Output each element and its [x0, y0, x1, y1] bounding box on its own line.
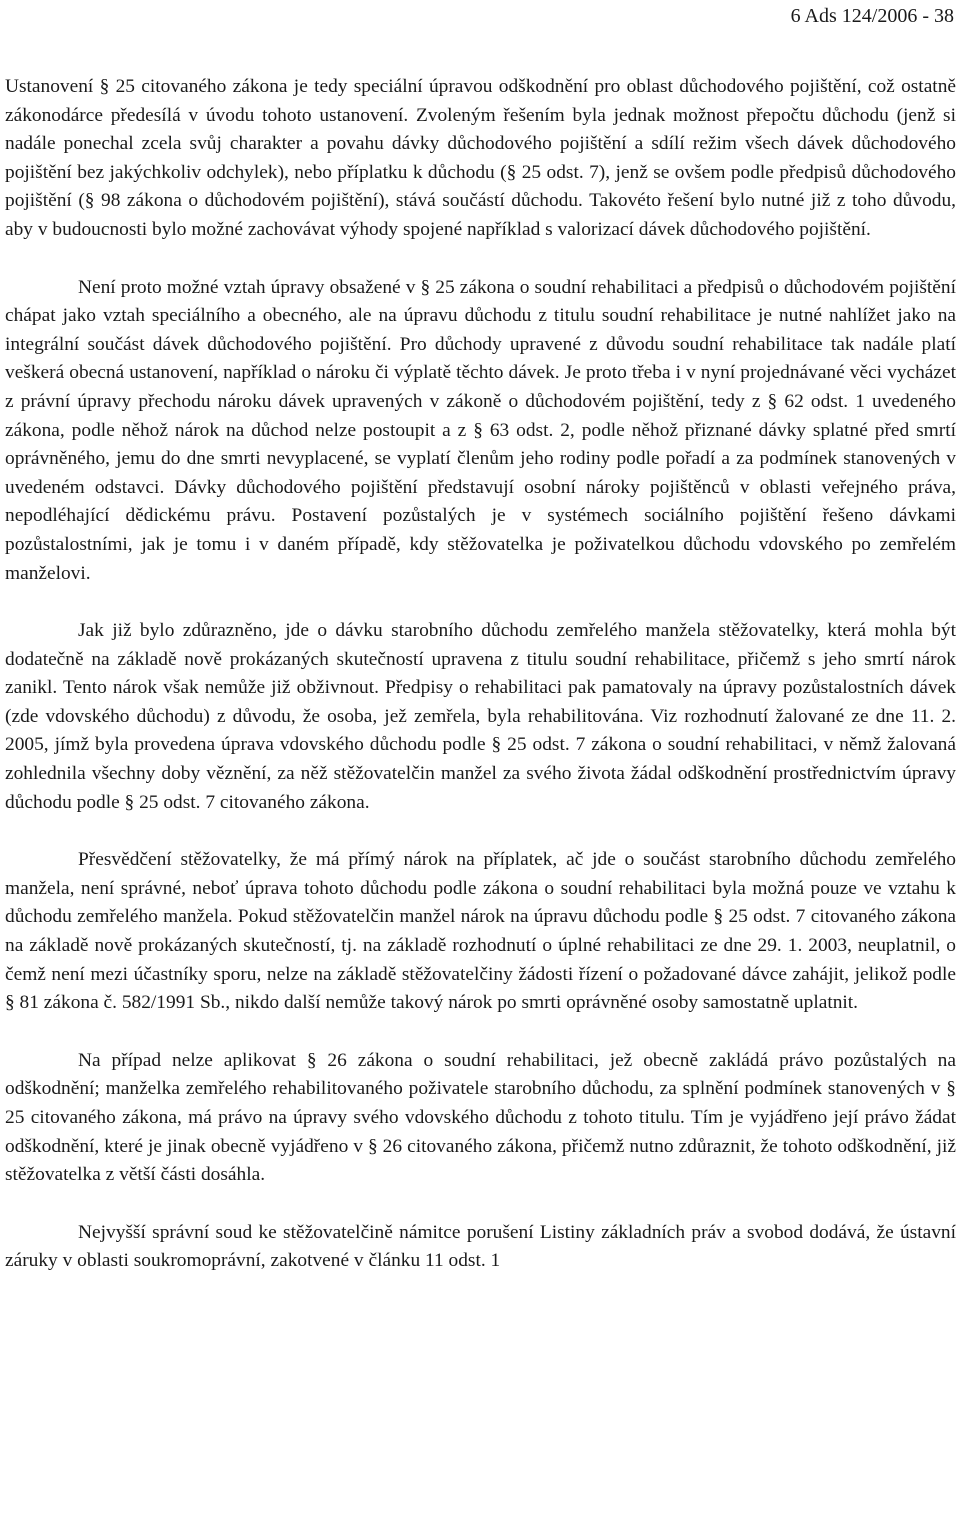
paragraph: Nejvyšší správní soud ke stěžovatelčině námitce porušení Listiny základních práv a svobod dodává, že ústavní záruky v oblasti soukromoprávní, zakotvené v článku 11 odst. 1 [5, 1221, 956, 1272]
paragraph: Přesvědčení stěžovatelky, že má přímý nárok na příplatek, ač jde o součást starobního důchodu zemřelého manžela, není správné, neboť úprava tohoto důchodu podle zákona o soudní rehabilitaci byla možná pouze ve vztahu k důchodu zemřelého manžela. Pokud stěžovatelčin manžel nárok na úpravu důchodu podle § 25 odst. 7 citovaného zákona na základě nově prokázaných skutečností, tj. na základě rozhodnutí o úplné rehabilitaci ze dne 29. 1. 2003, neuplatnil, o čemž není mezi účastníky sporu, nelze na základě stěžovatelčiny žádosti řízení o požadované dávce zahájit, jelikož podle § 81 zákona č. 582/1991 Sb., nikdo další nemůže takový nárok po smrti oprávněné osoby samostatně uplatnit. [5, 849, 956, 1014]
paragraph: Jak již bylo zdůrazněno, jde o dávku starobního důchodu zemřelého manžela stěžovatelky, která mohla být dodatečně na základě nově prokázaných skutečností upravena z titulu soudní rehabilitace, přičemž s jeho smrtí nárok zanikl. Tento nárok však nemůže již obživnout. Předpisy o rehabilitaci pak pamatovaly na úpravy pozůstalostních dávek (zde vdovského důchodu) z důvodu, že osoba, jež zemřela, byla rehabilitována. Viz rozhodnutí žalované ze dne 11. 2. 2005, jímž byla provedena úprava vdovského důchodu podle § 25 odst. 7 zákona o soudní rehabilitaci, v němž žalovaná zohlednila všechny doby věznění, za něž stěžovatelčin manžel za svého života žádal odškodnění prostřednictvím úpravy důchodu podle § 25 odst. 7 citovaného zákona. [5, 620, 956, 813]
page-reference: 6 Ads 124/2006 - 38 [790, 5, 954, 27]
paragraph: Není proto možné vztah úpravy obsažené v § 25 zákona o soudní rehabilitaci a předpisů o důchodovém pojištění chápat jako vztah speciálního a obecného, ale na úpravu důchodu z titulu soudní rehabilitace je nutné nahlížet jako na integrální součást dávek důchodového pojištění. Pro důchody upravené z důvodu soudní rehabilitace tak nadále platí veškerá obecná ustanovení, například o nároku či výplatě těchto dávek. Je proto třeba i v nyní projednávané věci vycházet z právní úpravy přechodu nároku dávek upravených v zákoně o důchodovém pojištění, tedy z § 62 odst. 1 uvedeného zákona, podle něhož nárok na důchod nelze postoupit a z § 63 odst. 2, podle něhož přiznané dávky splatné před smrtí oprávněného, jemu do dne smrti nevyplacené, se vyplatí členům jeho rodiny podle pořadí a za podmínek stanovených v uvedeném odstavci. Dávky důchodového pojištění představují osobní nároky pojištěnců v oblasti veřejného práva, nepodléhající dědickému právu. Postavení pozůstalých je v systémech sociálního pojištění řešeno dávkami pozůstalostními, jak je tomu i v daném případě, kdy stěžovatelka je poživatelkou důchodu vdovského po zemřelém manželovi. [5, 276, 956, 584]
document-body [5, 73, 956, 1276]
paragraph: Na případ nelze aplikovat § 26 zákona o soudní rehabilitaci, jež obecně zakládá právo pozůstalých na odškodnění; manželka zemřelého rehabilitovaného poživatele starobního důchodu, za splnění podmínek stanovených v § 25 citovaného zákona, má právo na úpravy svého vdovského důchodu z tohoto titulu. Tím je vyjádřeno její právo žádat odškodnění, které je jinak obecně vyjádřeno v § 26 citovaného zákona, přičemž nutno zdůraznit, že tohoto odškodnění, již stěžovatelka z větší části dosáhla. [5, 1049, 956, 1186]
paragraph: Ustanovení § 25 citovaného zákona je tedy speciální úpravou odškodnění pro oblast důchodového pojištění, což ostatně zákonodárce předesílá v úvodu tohoto ustanovení. Zvoleným řešením byla jednak možnost přepočtu důchodu (jenž si nadále ponechal zcela svůj charakter a povahu dávky důchodového pojištění a sdílí režim všech dávek důchodového pojištění bez jakýchkoliv odchylek), nebo příplatku k důchodu (§ 25 odst. 7), jenž se ovšem podle předpisů důchodového pojištění (§ 98 zákona o důchodovém pojištění), stává součástí důchodu. Takovéto řešení bylo nutné již z toho důvodu, aby v budoucnosti bylo možné zachovávat výhody spojené například s valorizací dávek důchodového pojištění. [5, 76, 956, 240]
